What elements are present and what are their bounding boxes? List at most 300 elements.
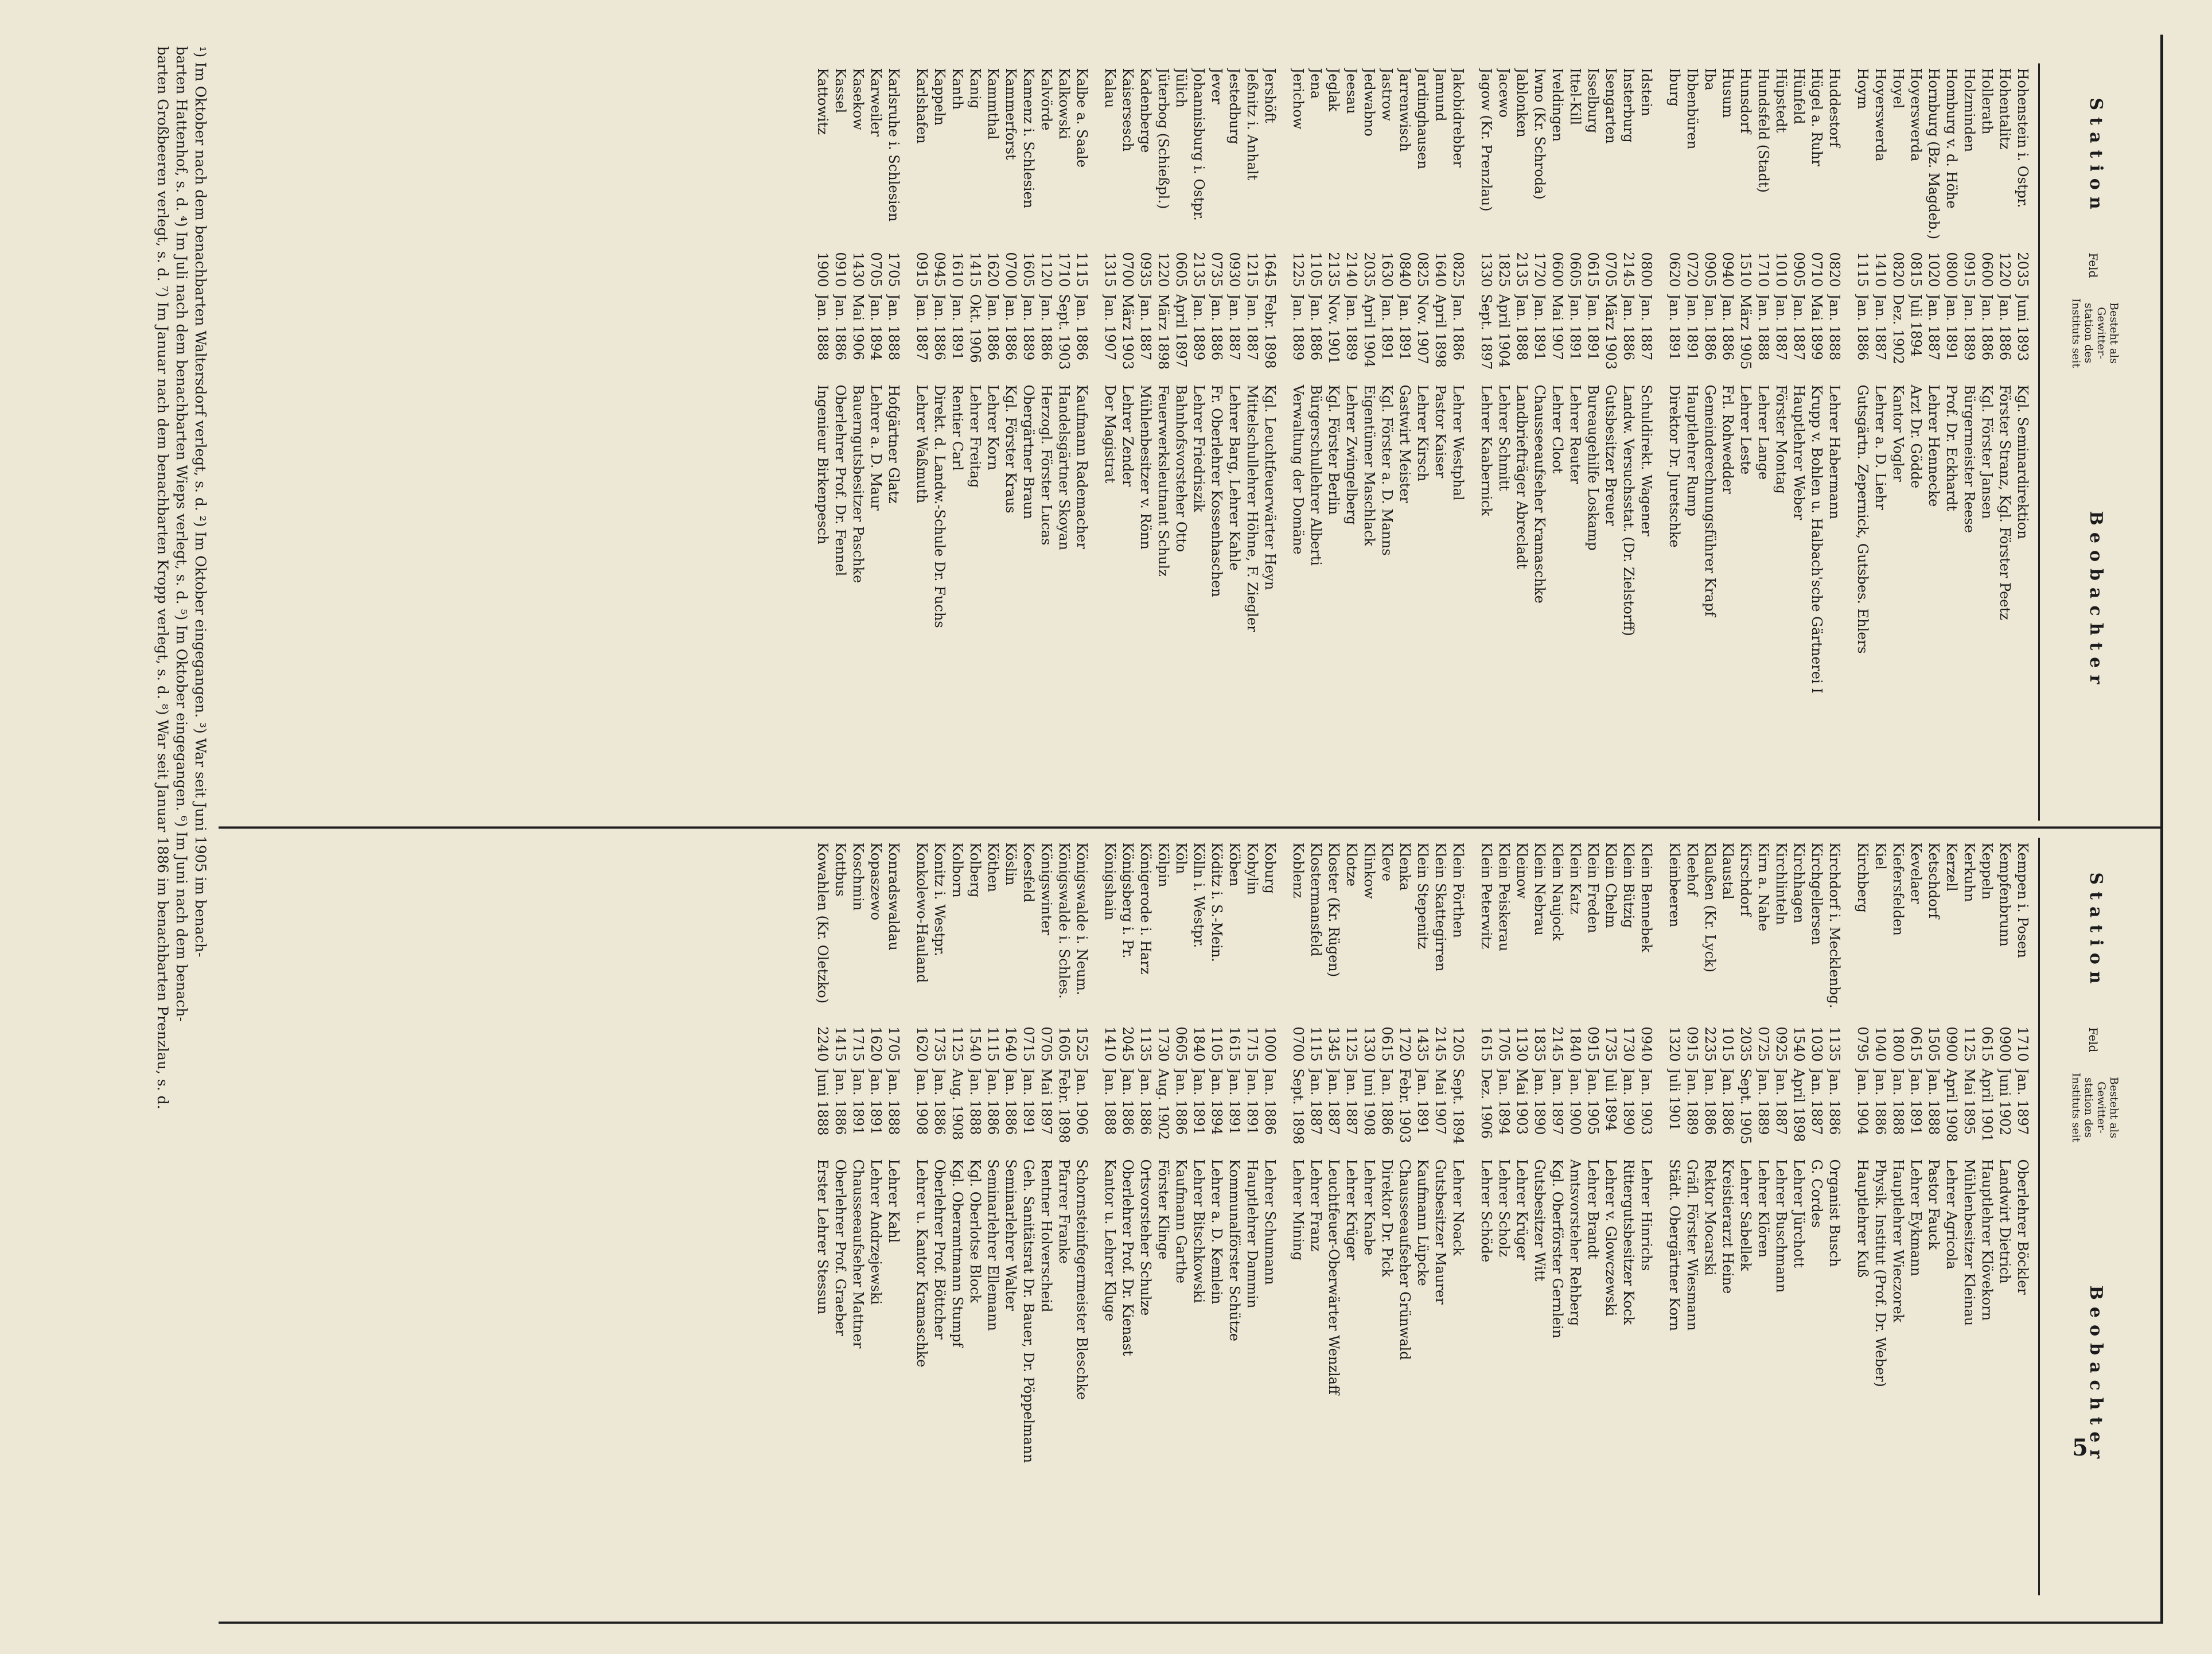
feld-value: 1715 <box>850 1026 866 1061</box>
table-row <box>1602 63 1619 818</box>
table-row <box>1978 838 1996 1592</box>
table-row <box>1289 63 1307 818</box>
observer-name: Gutsgärtn. Zepernick, Gutsbes. Ehlers <box>1855 384 1871 653</box>
since-date: Juli 1894 <box>1603 1068 1619 1131</box>
table-row <box>1261 63 1279 818</box>
feld-value: 1330 <box>1478 251 1494 287</box>
observer-name: Lehrer Kirsch <box>1415 384 1431 481</box>
observer-name: Lehrer Habermann <box>1827 384 1843 519</box>
observer-name: Rentner Holverscheid <box>1038 1159 1054 1312</box>
observer-name: Kgl. Seminardirektion <box>2015 384 2031 539</box>
station-name: Kleehof <box>1684 842 1700 896</box>
feld-value: 0905 <box>1791 251 1807 287</box>
observer-name: Lehrer v. Glowczewski <box>1603 1159 1619 1316</box>
feld-value: 1735 <box>932 1026 948 1061</box>
feld-value: 1605 <box>1056 1026 1072 1061</box>
table-row <box>1790 838 1808 1592</box>
station-name: Klein Peiskerau <box>1496 842 1512 951</box>
feld-value: 1415 <box>967 251 983 287</box>
feld-value: 1720 <box>1397 1026 1413 1061</box>
observer-name: Oberlehrer Böckler <box>2015 1159 2031 1295</box>
observer-name: Mühlenbesitzer Kleinau <box>1961 1159 1977 1326</box>
station-name: Homburg v. d. Höhe <box>1944 68 1960 209</box>
station-name: Konkolewo-Hauland <box>914 842 930 983</box>
station-name: Kalvörde <box>1038 68 1054 130</box>
observer-name: Lehrer Agricola <box>1944 1159 1960 1270</box>
table-row <box>849 63 867 818</box>
station-name: Kassel <box>832 68 848 113</box>
since-date: Jan. 1891 <box>1532 294 1548 360</box>
observer-name: Lehrer Mining <box>1290 1159 1306 1260</box>
table-row <box>1378 63 1396 818</box>
feld-value: 1720 <box>1532 251 1548 287</box>
station-name: Königswalde i. Neum. <box>1074 842 1090 995</box>
since-date: Jan. 1888 <box>1890 1068 1906 1135</box>
since-date: Jan. 1906 <box>1074 1068 1090 1135</box>
table-row <box>1853 838 1871 1592</box>
observer-name: Feuerwerksleutnant Schulz <box>1155 384 1171 577</box>
feld-value: 0840 <box>1397 251 1413 287</box>
observer-name: Erster Lehrer Stessun <box>815 1159 831 1314</box>
feld-value: 1000 <box>1262 1026 1278 1061</box>
observer-name: Hauptlehrer Klövekorn <box>1979 1159 1995 1321</box>
feld-value: 0705 <box>868 251 884 287</box>
feld-value: 1020 <box>1926 251 1942 287</box>
feld-value: 0915 <box>1961 251 1977 287</box>
since-date: Juli 1894 <box>1908 294 1924 357</box>
observer-name: Rektor Mocarski <box>1702 1159 1718 1275</box>
since-header: Besteht als Gewitter-station des Instituts seit <box>2070 298 2120 368</box>
table-row <box>1665 838 1683 1592</box>
observer-name: Oberlehrer Prof. Graeber <box>832 1159 848 1336</box>
table-row <box>1190 63 1208 818</box>
table-row <box>1719 838 1736 1592</box>
station-name: Königerode i. Harz <box>1138 842 1154 974</box>
feld-value: 0915 <box>1585 1026 1601 1061</box>
station-name: Kevelaer <box>1908 842 1924 904</box>
since-date: Jan. 1897 <box>2015 1068 2031 1135</box>
observer-name: Herzogl. Förster Lucas <box>1038 384 1054 545</box>
station-name: Klaußen (Kr. Lyck) <box>1702 842 1718 972</box>
feld-value: 2240 <box>815 1026 831 1061</box>
since-date: Jan. 1889 <box>1021 294 1037 360</box>
since-date: Jan. 1908 <box>914 1068 930 1135</box>
feld-value: 1705 <box>886 1026 902 1061</box>
station-name: Kattowitz <box>815 68 831 135</box>
observer-name: Lehrer Lange <box>1755 384 1771 480</box>
since-date: Jan. 1886 <box>1003 294 1019 360</box>
table-row <box>1960 838 1978 1592</box>
feld-value: 0615 <box>1585 251 1601 287</box>
feld-value: 0600 <box>1549 251 1565 287</box>
table-row <box>1602 838 1619 1592</box>
station-name: Konitz i. Westpr. <box>932 842 948 956</box>
since-date: Jan. 1887 <box>1343 1068 1360 1135</box>
observer-name: Geh. Sanitätsrat Dr. Bauer, Dr. Pöppelmann <box>1021 1159 1037 1463</box>
station-name: Kobylin <box>1244 842 1260 895</box>
table-row <box>1172 838 1190 1592</box>
table-row <box>2014 63 2031 818</box>
since-date: Jan. 1887 <box>1926 294 1942 360</box>
observer-name: Der Magistrat <box>1102 384 1118 483</box>
station-name: Kiel <box>1872 842 1888 870</box>
station-name: Kempen i. Posen <box>2015 842 2031 958</box>
since-date: Jan. 1887 <box>1791 294 1807 360</box>
table-row <box>1942 63 1960 818</box>
table-row <box>1754 838 1772 1592</box>
station-name: Kerzell <box>1944 842 1960 892</box>
table-row <box>1055 838 1073 1592</box>
observer-name: Physik. Institut (Prof. Dr. Weber) <box>1872 1159 1888 1387</box>
observer-name: Lehrer Kaabernick <box>1478 384 1494 516</box>
since-date: Jan. 1891 <box>1415 1068 1431 1135</box>
since-date: Jan. 1887 <box>1226 294 1243 360</box>
since-date: Jan. 1886 <box>1003 1068 1019 1135</box>
table-row <box>1996 63 2014 818</box>
feld-value: 0700 <box>1003 251 1019 287</box>
observer-name: Bürgermeister Reese <box>1961 384 1977 533</box>
observer-name: Förster Montag <box>1773 384 1789 494</box>
observer-name: Eigentümer Maschlack <box>1361 384 1377 546</box>
station-name: Kalau <box>1102 68 1118 108</box>
observer-name: Rittergutsbesitzer Kock <box>1621 1159 1637 1325</box>
station-name: Hoyerswerda <box>1872 68 1888 161</box>
since-date: März 1903 <box>1603 294 1619 369</box>
since-date: Jan. 1887 <box>914 294 930 360</box>
station-name: Jarrenwisch <box>1397 68 1413 151</box>
feld-value: 1800 <box>1890 1026 1906 1061</box>
station-name: Jestedburg <box>1226 68 1243 145</box>
observer-name: Leuchtfeuer-Oberwärter Wenzlaff <box>1326 1159 1342 1395</box>
station-name: Jamund <box>1432 68 1448 121</box>
station-name: Klostermansfeld <box>1308 842 1324 956</box>
table-row <box>1619 63 1637 818</box>
station-name: Jülich <box>1173 68 1189 108</box>
feld-value: 1330 <box>1361 1026 1377 1061</box>
table-row <box>1701 838 1719 1592</box>
station-name: Kaisersesch <box>1120 68 1136 151</box>
feld-value: 0915 <box>914 251 930 287</box>
observer-name: Kreistierarzt Heine <box>1720 1159 1736 1294</box>
station-header: Station <box>2086 98 2106 216</box>
since-date: Jan. 1891 <box>1666 294 1683 360</box>
observer-name: Lehrer Schöde <box>1478 1159 1494 1262</box>
since-date: Jan. 1888 <box>1827 294 1843 360</box>
since-date: Aug. 1908 <box>949 1068 965 1140</box>
feld-value: 1620 <box>868 1026 884 1061</box>
feld-value: 0820 <box>1890 251 1906 287</box>
table-row <box>867 838 885 1592</box>
table-row <box>984 838 1002 1592</box>
since-date: März 1903 <box>1120 294 1136 369</box>
since-date: Jan. 1888 <box>886 294 902 360</box>
station-name: Kerkuhn <box>1961 842 1977 902</box>
since-date: April 1898 <box>1791 1068 1807 1142</box>
feld-value: 0705 <box>1603 251 1619 287</box>
feld-value: 0910 <box>832 251 848 287</box>
feld-value: 1315 <box>1102 251 1118 287</box>
observer-name: Lehrer Klören <box>1755 1159 1771 1258</box>
table-row <box>1119 838 1136 1592</box>
feld-value: 0935 <box>1138 251 1154 287</box>
observer-name: Landbriefträger Abrecladt <box>1514 384 1530 569</box>
feld-value: 1705 <box>1496 1026 1512 1061</box>
table-row <box>1996 838 2014 1592</box>
station-name: Klaustal <box>1720 842 1736 900</box>
since-date: Sept. 1898 <box>1290 1068 1306 1144</box>
since-date: Jan. 1886 <box>1997 294 2013 360</box>
observer-name: Pfarrer Franke <box>1056 1159 1072 1264</box>
since-date: Jan. 1891 <box>1191 1068 1207 1135</box>
station-name: Kleinbeeren <box>1666 842 1683 927</box>
station-name: Johannisburg i. Ostpr. <box>1191 68 1207 221</box>
feld-value: 2140 <box>1343 251 1360 287</box>
observer-name: Lehrer Jürchott <box>1791 1159 1807 1268</box>
table-row <box>849 838 867 1592</box>
table-row <box>1871 63 1889 818</box>
since-date: Jan. 1888 <box>1926 1068 1942 1135</box>
feld-value: 1215 <box>1244 251 1260 287</box>
observer-name: Lehrer Cloot <box>1549 384 1565 473</box>
since-date: Jan. 1905 <box>1585 1068 1601 1135</box>
station-name: Kirchlinteln <box>1773 842 1789 925</box>
table-row <box>1208 838 1225 1592</box>
station-name: Kloster (Kr. Rügen) <box>1326 842 1342 977</box>
feld-value: 2145 <box>1621 251 1637 287</box>
station-name: Jastrow <box>1379 68 1395 121</box>
since-date: Jan. 1890 <box>1621 1068 1637 1135</box>
station-name: Klein Pörthen <box>1450 842 1466 938</box>
feld-value: 2045 <box>1120 1026 1136 1061</box>
observer-name: Oberlehrer Prof. Böttcher <box>932 1159 948 1340</box>
station-name: Kirchhagen <box>1791 842 1807 923</box>
observer-name: Kaufmann Rademacher <box>1074 384 1090 549</box>
feld-value: 0700 <box>1120 251 1136 287</box>
observer-name: Lehrer Leste <box>1738 384 1754 474</box>
table-row <box>984 63 1002 818</box>
station-name: Jeesau <box>1343 68 1360 114</box>
since-date: Jan. 1886 <box>1827 1068 1843 1135</box>
observer-name: Mühlenbesitzer v. Rönn <box>1138 384 1154 550</box>
feld-value: 1115 <box>1074 251 1090 287</box>
feld-value: 1435 <box>1415 1026 1431 1061</box>
station-name: Jena <box>1308 68 1324 99</box>
since-date: Jan. 1887 <box>1773 1068 1789 1135</box>
station-name: Jerichow <box>1290 68 1306 129</box>
station-name: Keppeln <box>1979 842 1995 900</box>
station-name: Klein Skattegirren <box>1432 842 1448 971</box>
feld-value: 1615 <box>1226 1026 1243 1061</box>
observer-name: Chausseeaufseher Grünwald <box>1397 1159 1413 1360</box>
observer-name: Förster Stranz, Kgl. Förster Peetz <box>1997 384 2013 620</box>
table-row <box>1136 838 1154 1592</box>
table-row <box>930 63 948 818</box>
table-row <box>1477 63 1495 818</box>
station-name: Ittel-Kill <box>1567 68 1583 125</box>
since-date: Jan. 1888 <box>1102 1068 1118 1135</box>
since-date: Mai 1897 <box>1038 1068 1054 1135</box>
observer-name: Lehrer Franz <box>1308 1159 1324 1251</box>
table-row <box>966 838 984 1592</box>
table-row <box>1942 838 1960 1592</box>
feld-value: 1410 <box>1102 1026 1118 1061</box>
observer-name: Kaufmann Lüpcke <box>1415 1159 1431 1286</box>
table-row <box>1790 63 1808 818</box>
table-row <box>1853 63 1871 818</box>
table-row <box>1360 63 1378 818</box>
since-date: Jan. 1889 <box>1343 294 1360 360</box>
table-row <box>1513 63 1531 818</box>
observer-name: Frl. Rohwedder <box>1720 384 1736 494</box>
table-row <box>1172 63 1190 818</box>
observer-name: Bureaugehilfe Loskamp <box>1585 384 1601 551</box>
since-date: Jan. 1886 <box>1173 1068 1189 1135</box>
observer-name: Direkt. d. Landw.-Schule Dr. Fuchs <box>932 384 948 628</box>
station-name: Klein Nebrau <box>1532 842 1548 936</box>
station-name: Königswinter <box>1038 842 1054 935</box>
table-row <box>1960 63 1978 818</box>
since-date: Juni 1888 <box>815 1068 831 1135</box>
observer-name: Lehrer Schumann <box>1262 1159 1278 1285</box>
station-name: Köben <box>1226 842 1243 886</box>
observer-name: Hauptlehrer Weber <box>1791 384 1807 520</box>
observer-name: Handelsgärtner Skoyan <box>1056 384 1072 550</box>
observer-name: G. Cordes <box>1809 1159 1825 1228</box>
observer-name: Lehrer Noack <box>1450 1159 1466 1256</box>
observer-name: Lehrer Korn <box>985 384 1001 470</box>
observer-name: Chausseeaufseher Kramaschke <box>1532 384 1548 604</box>
table-row <box>1002 838 1019 1592</box>
feld-value: 1710 <box>2015 1026 2031 1061</box>
observer-name: Kgl. Förster Jansen <box>1979 384 1995 519</box>
top-rule <box>2160 34 2163 1624</box>
feld-value: 1410 <box>1872 251 1888 287</box>
since-date: Jan. 1888 <box>967 1068 983 1135</box>
feld-value: 0720 <box>1684 251 1700 287</box>
observer-name: Kantor Vogler <box>1890 384 1906 482</box>
feld-value: 1900 <box>815 251 831 287</box>
observer-name: Lehrer Zwingelberg <box>1343 384 1360 525</box>
since-date: Jan. 1886 <box>1379 1068 1395 1135</box>
feld-value: 2135 <box>1514 251 1530 287</box>
station-name: Karlsruhe i. Schlesien <box>886 68 902 221</box>
table-row <box>1378 838 1396 1592</box>
since-date: April 1901 <box>1979 1068 1995 1142</box>
observer-name: Obergärtner Braun <box>1021 384 1037 519</box>
station-name: Huddestorf <box>1827 68 1843 147</box>
observer-name: Lehrer Kahl <box>886 1159 902 1243</box>
station-name: Kempfenbrunn <box>1997 842 2013 947</box>
observer-name: Lehrer a. D. Maur <box>868 384 884 511</box>
feld-value: 1225 <box>1290 251 1306 287</box>
since-date: Jan. 1886 <box>1120 1068 1136 1135</box>
table-row <box>1736 63 1754 818</box>
since-date: Jan. 1886 <box>832 294 848 360</box>
feld-value: 1840 <box>1191 1026 1207 1061</box>
feld-header: Feld <box>2086 1027 2100 1052</box>
since-date: Dez. 1906 <box>1478 1068 1494 1139</box>
station-name: Köditz i. S.-Mein. <box>1209 842 1225 962</box>
station-name: Klein Bützig <box>1621 842 1637 928</box>
observer-name: Kgl. Förster a. D. Manns <box>1379 384 1395 556</box>
since-date: Jan. 1888 <box>886 1068 902 1135</box>
right-table <box>221 838 2149 1592</box>
feld-value: 1105 <box>1308 251 1324 287</box>
station-name: Hundsfeld (Stadt) <box>1755 68 1771 193</box>
feld-value: 0710 <box>1809 251 1825 287</box>
station-name: Husum <box>1720 68 1736 118</box>
station-name: Kirchdorf i. Mecklenbg. <box>1827 842 1843 1009</box>
table-row <box>1190 838 1208 1592</box>
feld-value: 1040 <box>1872 1026 1888 1061</box>
station-name: Ibbenbüren <box>1684 68 1700 149</box>
since-date: Jan. 1886 <box>1855 294 1871 360</box>
observer-name: Lehrer Krüger <box>1514 1159 1530 1260</box>
since-date: Jan. 1887 <box>1138 294 1154 360</box>
observer-name: Lehrer Freitag <box>967 384 983 488</box>
feld-value: 1735 <box>1603 1026 1619 1061</box>
observer-name: Lehrer Barg, Lehrer Kahle <box>1226 384 1243 571</box>
feld-value: 1115 <box>1308 1026 1324 1061</box>
since-date: Jan. 1886 <box>985 1068 1001 1135</box>
since-date: Sept. 1897 <box>1478 294 1494 369</box>
table-row <box>1584 838 1602 1592</box>
observer-name: Lehrer Zender <box>1120 384 1136 487</box>
feld-value: 0795 <box>1855 1026 1871 1061</box>
table-row <box>1225 63 1243 818</box>
table-row <box>1889 838 1907 1592</box>
table-row <box>1019 63 1037 818</box>
table-row <box>1136 63 1154 818</box>
feld-value: 1125 <box>1961 1026 1977 1061</box>
station-name: Klein Bennebek <box>1638 842 1654 952</box>
observer-name: Lehrer Waßmuth <box>914 384 930 503</box>
since-date: Jan. 1891 <box>1908 1068 1924 1135</box>
station-name: Konradswaldau <box>886 842 902 951</box>
table-row <box>1037 838 1055 1592</box>
feld-value: 1115 <box>985 1026 1001 1061</box>
feld-value: 1715 <box>1244 1026 1260 1061</box>
station-name: Kirn a. Nahe <box>1755 842 1771 931</box>
observer-name: Bahnhofsvorsteher Otto <box>1173 384 1189 552</box>
station-name: Koschmin <box>850 842 866 910</box>
since-date: Jan. 1886 <box>1702 1068 1718 1135</box>
since-date: Jan. 1886 <box>1720 294 1736 360</box>
feld-value: 0705 <box>1038 1026 1054 1061</box>
table-row <box>1154 63 1172 818</box>
table-row <box>1978 63 1996 818</box>
feld-value: 0605 <box>1567 251 1583 287</box>
feld-header: Feld <box>2086 252 2100 278</box>
observer-name: Rentier Carl <box>949 384 965 471</box>
observer-name: Kgl. Oberlotse Block <box>967 1159 983 1303</box>
observer-name: Lehrer Scholz <box>1496 1159 1512 1257</box>
station-name: Hollerath <box>1979 68 1995 134</box>
table-row <box>1307 63 1325 818</box>
feld-value: 0825 <box>1415 251 1431 287</box>
table-row <box>813 838 831 1592</box>
table-row <box>1261 838 1279 1592</box>
station-name: Jeglak <box>1326 68 1342 111</box>
table-row <box>1307 838 1325 1592</box>
since-date: Jan. 1889 <box>1961 294 1977 360</box>
station-name: Isselburg <box>1585 68 1601 133</box>
since-date: Jan. 1891 <box>850 1068 866 1135</box>
since-date: Jan. 1886 <box>985 294 1001 360</box>
feld-value: 1135 <box>1138 1026 1154 1061</box>
since-date: Jan. 1891 <box>1226 1068 1243 1135</box>
observer-name: Seminarlehrer Ellemann <box>985 1159 1001 1331</box>
